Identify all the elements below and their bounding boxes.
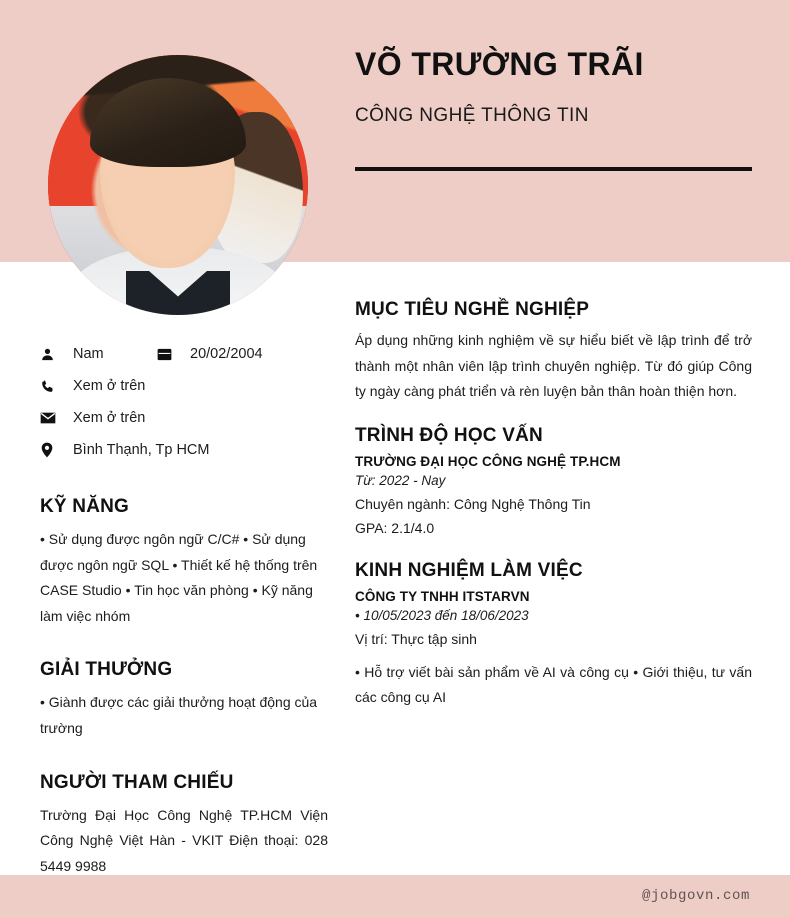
contact-phone-value: Xem ở trên bbox=[73, 378, 146, 394]
right-column bbox=[355, 299, 752, 711]
contact-dob-value: 20/02/2004 bbox=[190, 346, 263, 362]
contact-row-address bbox=[40, 434, 328, 466]
candidate-name: VÕ TRƯỜNG TRÃI bbox=[355, 46, 644, 82]
candidate-role: CÔNG NGHỆ THÔNG TIN bbox=[355, 104, 589, 126]
phone-icon bbox=[40, 379, 60, 394]
education-period: Từ: 2022 - Nay bbox=[355, 472, 446, 488]
education-gpa: GPA: 2.1/4.0 bbox=[355, 520, 435, 537]
contact-row-gender-dob bbox=[40, 338, 328, 370]
section-heading-references: NGƯỜI THAM CHIẾU bbox=[40, 771, 234, 793]
awards-text: • Giành được các giải thưởng hoạt động của trường bbox=[40, 694, 318, 737]
left-column bbox=[40, 338, 328, 879]
contact-email-value: Xem ở trên bbox=[73, 410, 146, 426]
section-heading-experience: KINH NGHIỆM LÀM VIỆC bbox=[355, 560, 583, 582]
section-heading-education: TRÌNH ĐỘ HỌC VẤN bbox=[355, 424, 543, 446]
education-major: Chuyên ngành: Công Nghệ Thông Tin bbox=[355, 496, 591, 513]
avatar bbox=[48, 55, 308, 315]
section-heading-skills: KỸ NĂNG bbox=[40, 496, 130, 517]
objective-text: Áp dụng những kinh nghiệm về sự hiểu biết về lập trình để trở thành một nhân viên lập trình chuyên nghiệp. Từ đó giúp Công ty ngày càng phát triển và rèn luyện bản thân hoàn thiện hơn. bbox=[355, 332, 752, 400]
header-divider bbox=[355, 167, 752, 171]
person-icon bbox=[40, 347, 60, 362]
section-heading-awards: GIẢI THƯỞNG bbox=[40, 659, 173, 681]
experience-period: • 10/05/2023 đến 18/06/2023 bbox=[355, 608, 529, 624]
contact-address-value: Bình Thạnh, Tp HCM bbox=[73, 442, 210, 458]
contact-gender-value: Nam bbox=[73, 346, 104, 362]
envelope-icon bbox=[40, 412, 60, 424]
location-pin-icon bbox=[40, 442, 60, 458]
header-block bbox=[355, 46, 755, 127]
avatar-image bbox=[48, 55, 308, 315]
contact-row-phone bbox=[40, 370, 328, 402]
experience-company: CÔNG TY TNHH ITSTARVN bbox=[355, 589, 530, 605]
contact-item-dob bbox=[157, 346, 263, 362]
contact-list bbox=[40, 338, 328, 466]
contact-item-gender bbox=[40, 346, 157, 362]
contact-item-address bbox=[40, 442, 209, 458]
skills-text: • Sử dụng được ngôn ngữ C/C# • Sử dụng được ngôn ngữ SQL • Thiết kế hệ thống trên CASE Studio • Tin học văn phòng • Kỹ năng làm việc nhóm bbox=[40, 531, 318, 624]
experience-duties: • Hỗ trợ viết bài sản phẩm về AI và công cụ • Giới thiệu, tư vấn các công cụ AI bbox=[355, 663, 752, 706]
contact-item-email bbox=[40, 410, 145, 426]
contact-item-phone bbox=[40, 378, 145, 394]
footer-watermark: @jobgovn.com bbox=[641, 888, 750, 904]
calendar-icon bbox=[157, 348, 177, 361]
section-heading-objective: MỤC TIÊU NGHỀ NGHIỆP bbox=[355, 299, 590, 320]
experience-position: Vị trí: Thực tập sinh bbox=[355, 631, 477, 648]
education-school: TRƯỜNG ĐẠI HỌC CÔNG NGHỆ TP.HCM bbox=[355, 453, 621, 469]
references-text: Trường Đại Học Công Nghệ TP.HCM Viện Công Nghệ Việt Hàn - VKIT Điện thoại: 028 5449 9988 bbox=[40, 806, 328, 874]
contact-row-email bbox=[40, 402, 328, 434]
avatar-hair bbox=[90, 78, 246, 166]
